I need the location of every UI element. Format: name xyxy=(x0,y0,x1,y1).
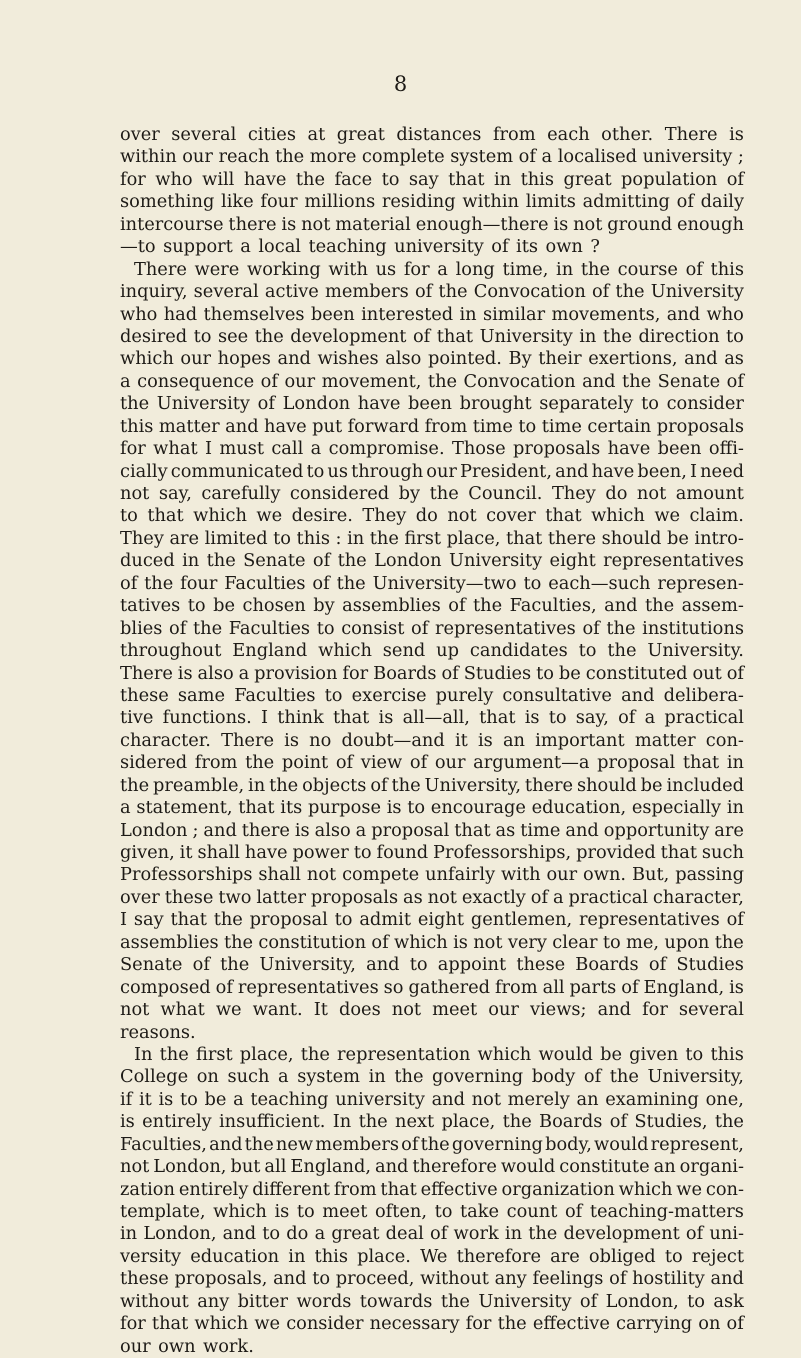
text-line: for who will have the face to say that in this great population of xyxy=(120,168,744,190)
text-line: Senate of the University, and to appoint these Boards of Studies xyxy=(120,954,744,976)
text-line: versity education in this place. We therefore are obliged to reject xyxy=(120,1245,744,1267)
text-line: for that which we consider necessary for the effective carrying on of xyxy=(120,1313,744,1335)
text-line: which our hopes and wishes also pointed. By their exertions, and as xyxy=(120,348,744,370)
text-line: of the four Faculties of the University—two to each—such represen- xyxy=(120,572,744,594)
text-line: zation entirely different from that effective organization which we con- xyxy=(120,1178,744,1200)
text-line: cially communicated to us through our President, and have been, I need xyxy=(120,460,744,482)
text-line: template, which is to meet often, to take count of teaching-matters xyxy=(120,1201,744,1222)
text-line: character. There is no doubt—and it is an important matter con- xyxy=(120,729,744,751)
text-line: these same Faculties to exercise purely consultative and delibera- xyxy=(120,684,744,706)
text-line: if it is to be a teaching university and not merely an examining one, xyxy=(120,1088,744,1110)
text-line: composed of representatives so gathered from all parts of England, is xyxy=(120,976,744,998)
text-line: the preamble, in the objects of the University, there should be included xyxy=(120,774,744,796)
text-line: not what we want. It does not meet our views; and for several xyxy=(120,999,744,1021)
page-number: 8 xyxy=(393,72,408,96)
text-line: In the first place, the representation which would be given to this xyxy=(134,1043,744,1065)
text-line: given, it shall have power to found Professorships, provided that such xyxy=(120,842,744,863)
text-line: London ; and there is also a proposal that as time and opportunity are xyxy=(120,819,744,841)
paragraph xyxy=(120,124,744,259)
text-line: Faculties, and the new members of the governing body, would represent, xyxy=(120,1133,744,1155)
text-line: —to support a local teaching university of its own ? xyxy=(120,236,600,258)
text-line: There is also a provision for Boards of Studies to be constituted out of xyxy=(120,662,744,684)
text-line: these proposals, and to proceed, without any feelings of hostility and xyxy=(120,1268,744,1290)
text-line: There were working with us for a long time, in the course of this xyxy=(134,258,744,280)
text-line: this matter and have put forward from time to time certain proposals xyxy=(120,415,744,437)
text-line: not London, but all England, and therefore would constitute an organi- xyxy=(120,1156,744,1178)
body-text xyxy=(120,124,744,1358)
text-line: not say, carefully considered by the Council. They do not amount xyxy=(120,483,744,504)
text-line: tatives to be chosen by assemblies of the Faculties, and the assem- xyxy=(120,595,744,617)
text-line: tive functions. I think that is all—all, that is to say, of a practical xyxy=(120,707,744,729)
text-line: desired to see the development of that University in the direction to xyxy=(120,325,744,347)
text-line: the University of London have been brought separately to consider xyxy=(120,393,744,415)
paragraph xyxy=(120,259,744,1044)
text-line: Professorships shall not compete unfairly with our own. But, passing xyxy=(120,864,744,886)
text-line: sidered from the point of view of our argument—a proposal that in xyxy=(120,752,744,774)
text-line: within our reach the more complete system of a localised university ; xyxy=(120,146,744,168)
text-line: intercourse there is not material enough—there is not ground enough xyxy=(120,213,744,235)
text-line: over several cities at great distances from each other. There is xyxy=(120,124,744,145)
text-line: throughout England which send up candidates to the University. xyxy=(120,640,744,662)
text-line: They are limited to this : in the first place, that there should be intro- xyxy=(120,527,744,549)
text-line: in London, and to do a great deal of work in the development of uni- xyxy=(120,1223,744,1245)
text-line: without any bitter words towards the University of London, to ask xyxy=(120,1290,744,1312)
text-line: reasons. xyxy=(120,1021,196,1043)
text-line: is entirely insufficient. In the next place, the Boards of Studies, the xyxy=(120,1111,744,1133)
text-line: to that which we desire. They do not cover that which we claim. xyxy=(120,505,744,527)
text-line: over these two latter proposals as not exactly of a practical character, xyxy=(120,886,744,908)
text-line: something like four millions residing within limits admitting of daily xyxy=(120,191,744,213)
text-line: assemblies the constitution of which is not very clear to me, upon the xyxy=(120,931,744,953)
text-line: our own work. xyxy=(120,1335,254,1357)
text-line: I say that the proposal to admit eight gentlemen, representatives of xyxy=(120,909,744,931)
paragraph xyxy=(120,1044,744,1358)
text-line: a consequence of our movement, the Convocation and the Senate of xyxy=(120,370,744,392)
text-line: who had themselves been interested in similar movements, and who xyxy=(120,303,744,325)
text-line: inquiry, several active members of the Convocation of the University xyxy=(120,281,744,303)
text-line: a statement, that its purpose is to encourage education, especially in xyxy=(120,797,744,819)
text-line: blies of the Faculties to consist of representatives of the institutions xyxy=(120,617,744,639)
text-line: duced in the Senate of the London University eight representatives xyxy=(120,550,744,572)
text-line: for what I must call a compromise. Those proposals have been offi- xyxy=(120,438,744,460)
text-line: College on such a system in the governing body of the University, xyxy=(120,1066,744,1088)
